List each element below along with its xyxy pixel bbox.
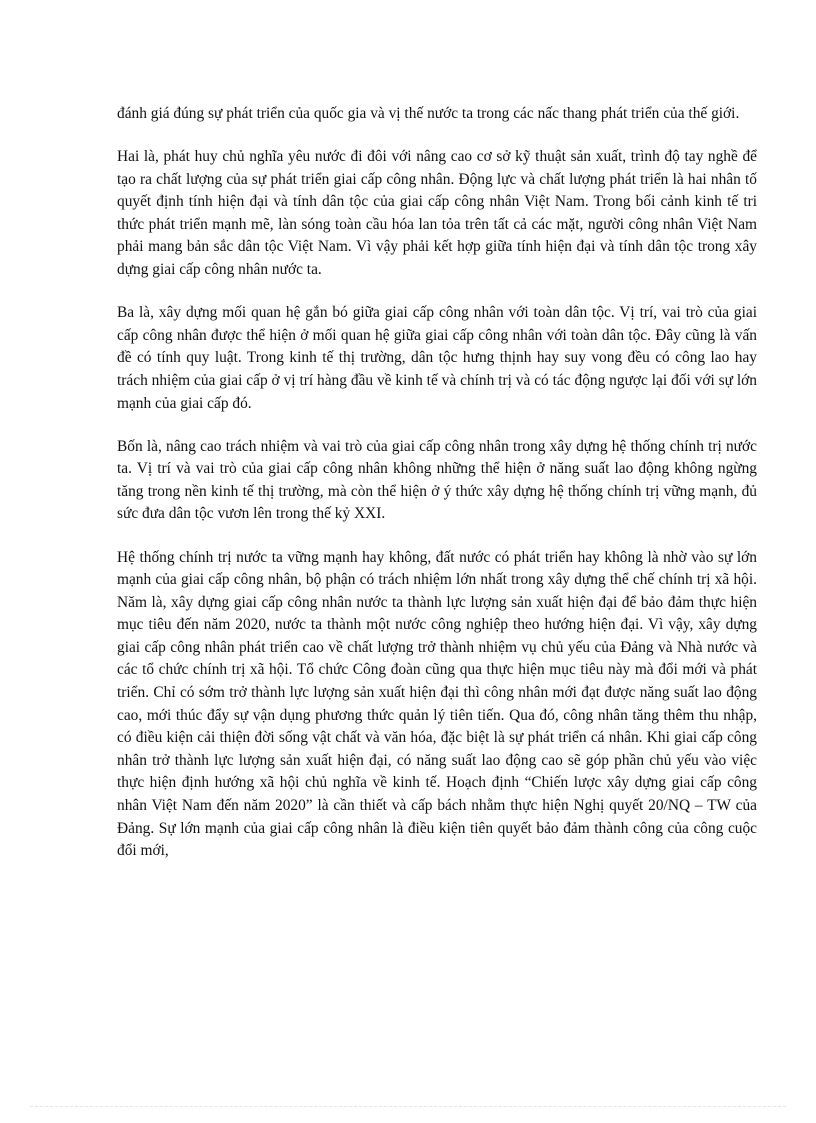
document-body: [117, 103, 757, 883]
paragraph-2: Hai là, phát huy chủ nghĩa yêu nước đi đôi với nâng cao cơ sở kỹ thuật sản xuất, trình độ tay nghề để tạo ra chất lượng của sự phát triển giai cấp công nhân. Động lực và chất lượng phát triển là hai nhân tố quyết định tính hiện đại và tính dân tộc của giai cấp công nhân Việt Nam. Trong bối cảnh kinh tế tri thức phát triển mạnh mẽ, làn sóng toàn cầu hóa lan tỏa trên tất cả các mặt, người công nhân Việt Nam phải mang bản sắc dân tộc Việt Nam. Vì vậy phải kết hợp giữa tính hiện đại và tính dân tộc trong xây dựng giai cấp công nhân nước ta.: [117, 148, 757, 279]
paragraph-3: Ba là, xây dựng mối quan hệ gắn bó giữa giai cấp công nhân với toàn dân tộc. Vị trí, vai trò của giai cấp công nhân được thể hiện ở mối quan hệ giữa giai cấp công nhân với toàn dân tộc. Đây cũng là vấn đề có tính quy luật. Trong kinh tế thị trường, dân tộc hưng thịnh hay suy vong đều có công lao hay trách nhiệm của giai cấp ở vị trí hàng đầu về kinh tế và chính trị và có tác động ngược lại đối với sự lớn mạnh của giai cấp đó.: [117, 304, 757, 412]
paragraph-1: đánh giá đúng sự phát triển của quốc gia và vị thế nước ta trong các nấc thang phát triển của thế giới.: [117, 105, 740, 122]
paragraph-5: Hệ thống chính trị nước ta vững mạnh hay không, đất nước có phát triển hay không là nhờ vào sự lớn mạnh của giai cấp công nhân, bộ phận có trách nhiệm lớn nhất trong xây dựng thể chế chính trị xã hội. Năm là, xây dựng giai cấp công nhân nước ta thành lực lượng sản xuất hiện đại để bảo đảm thực hiện mục tiêu đến năm 2020, nước ta thành một nước công nghiệp theo hướng hiện đại. Vì vậy, xây dựng giai cấp công nhân phát triển cao về chất lượng trở thành nhiệm vụ chủ yếu của Đảng và Nhà nước và các tổ chức chính trị xã hội. Tổ chức Công đoàn cũng qua thực hiện mục tiêu này mà đổi mới và phát triển. Chỉ có sớm trở thành lực lượng sản xuất hiện đại thì công nhân mới đạt được năng suất lao động cao, mới thúc đẩy sự vận dụng phương thức quản lý tiên tiến. Qua đó, công nhân tăng thêm thu nhập, có điều kiện cải thiện đời sống vật chất và văn hóa, đặc biệt là sự phát triển cá nhân. Khi giai cấp công nhân trở thành lực lượng sản xuất hiện đại, có năng suất lao động cao sẽ góp phần chủ yếu vào việc thực hiện định hướng xã hội chủ nghĩa về kinh tế. Hoạch định “Chiến lược xây dựng giai cấp công nhân Việt Nam đến năm 2020” là cần thiết và cấp bách nhằm thực hiện Nghị quyết 20/NQ – TW của Đảng. Sự lớn mạnh của giai cấp công nhân là điều kiện tiên quyết bảo đảm thành công của công cuộc đổi mới,: [117, 548, 757, 860]
paragraph-4: Bốn là, nâng cao trách nhiệm và vai trò của giai cấp công nhân trong xây dựng hệ thống chính trị nước ta. Vị trí và vai trò của giai cấp công nhân không những thể hiện ở năng suất lao động không ngừng tăng trong nền kinh tế thị trường, mà còn thể hiện ở ý thức xây dựng hệ thống chính trị vững mạnh, đủ sức đưa dân tộc vươn lên trong thế kỷ XXI.: [117, 437, 757, 523]
page-bottom-divider: [30, 1106, 786, 1107]
